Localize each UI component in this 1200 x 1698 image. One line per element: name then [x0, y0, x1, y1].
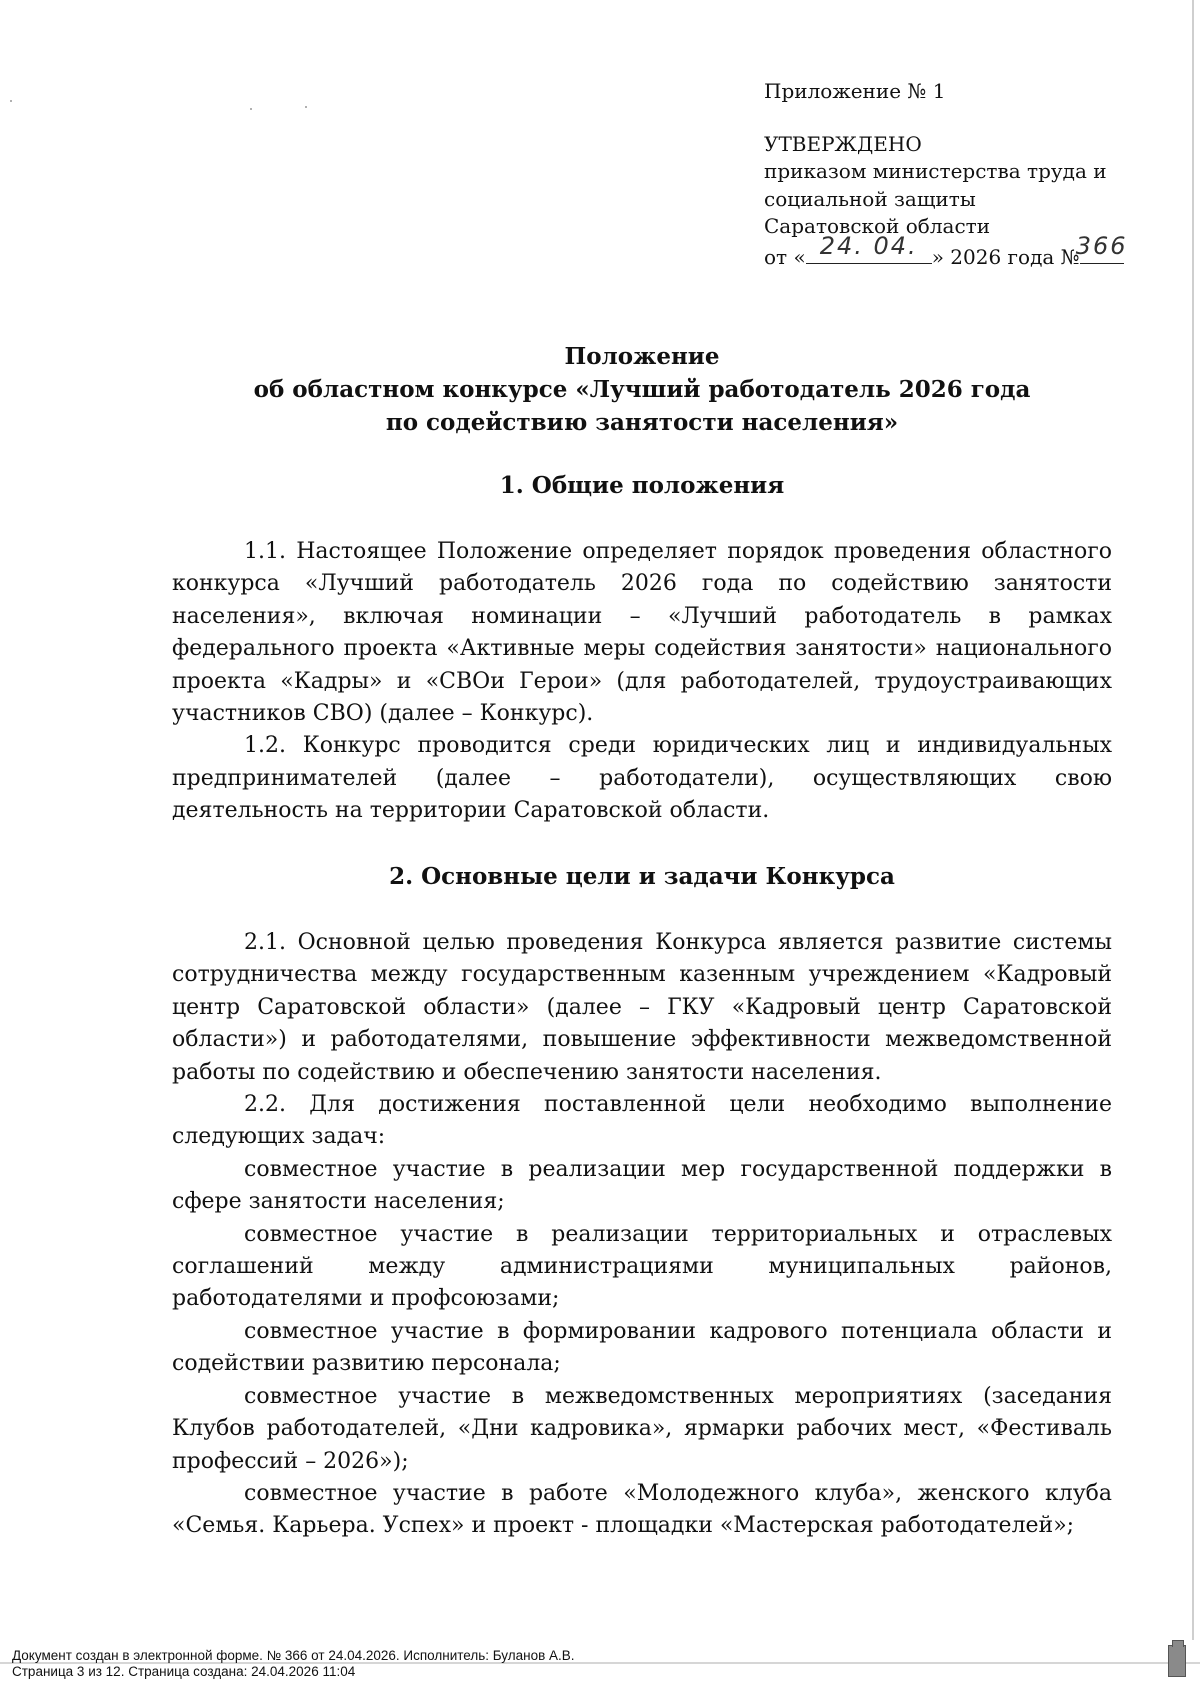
section-2-body	[172, 927, 1112, 1543]
date-blank	[806, 231, 932, 264]
date-suffix: » 2026 года №	[931, 244, 1080, 269]
task-item: совместное участие в реализации территориальных и отраслевых соглашений между администрациями муниципальных районов, работодателями и профсоюзами;	[172, 1221, 1112, 1312]
date-prefix: от «	[764, 244, 806, 269]
approval-block	[764, 78, 1144, 271]
task-item: совместное участие в работе «Молодежного клуба», женского клуба «Семья. Карьера. Успех» и проект - площадки «Мастерская работодателей»;	[172, 1480, 1112, 1539]
scan-edge-right	[1192, 0, 1194, 1640]
scan-speck	[250, 108, 252, 110]
footer-line-1: Документ создан в электронной форме. № 366 от 24.04.2026. Исполнитель: Буланов А.В.	[12, 1648, 575, 1663]
approved-label: УТВЕРЖДЕНО	[764, 131, 922, 156]
handwritten-date: 24. 04.	[819, 231, 918, 260]
footer-line-2: Страница 3 из 12. Страница создана: 24.04.2026 11:04	[12, 1664, 356, 1679]
section-1-heading: 1. Общие положения	[499, 472, 785, 499]
paragraph-1-2: 1.2. Конкурс проводится среди юридических лиц и индивидуальных предпринимателей (далее – работодатели), осуществляющих свою деятельность на территории Саратовской области.	[172, 733, 1112, 824]
approval-line-1: приказом министерства труда и	[764, 159, 1107, 183]
annex-label: Приложение № 1	[764, 79, 946, 103]
approval-line-2: социальной защиты	[764, 186, 976, 211]
title-line-1: Положение	[564, 343, 720, 370]
paragraph-2-2: 2.2. Для достижения поставленной цели необходимо выполнение следующих задач:	[172, 1092, 1112, 1150]
scan-speck	[305, 106, 307, 108]
paragraph-2-1: 2.1. Основной целью проведения Конкурса является развитие системы сотрудничества между государственным казенным учреждением «Кадровый центр Саратовской области» (далее – ГКУ «Кадровый центр Саратовской области») и работодателями, повышение эффективности межведомственной работы по содействию и обеспечению занятости населения.	[172, 930, 1112, 1085]
task-item: совместное участие в формировании кадрового потенциала области и содействии развитию персонала;	[172, 1318, 1112, 1377]
document-footer	[12, 1648, 1112, 1680]
section-1-body	[172, 536, 1112, 828]
title-line-2: об областном конкурсе «Лучший работодатель 2026 года	[253, 376, 1031, 403]
coat-of-arms-icon	[1168, 1645, 1186, 1677]
title-line-3: по содействию занятости населения»	[385, 409, 899, 436]
approval-line-3: Саратовской области	[764, 214, 991, 238]
number-blank	[1075, 231, 1128, 264]
scan-speck	[10, 100, 12, 102]
task-item: совместное участие в реализации мер государственной поддержки в сфере занятости населения;	[172, 1156, 1112, 1215]
handwritten-number: 366	[1075, 231, 1128, 260]
section-2-heading: 2. Основные цели и задачи Конкурса	[389, 863, 895, 890]
document-title	[172, 340, 1112, 439]
task-item: совместное участие в межведомственных мероприятиях (заседания Клубов работодателей, «Дни кадровика», ярмарки рабочих мест, «Фестиваль профессий – 2026»);	[172, 1383, 1112, 1474]
paragraph-1-1: 1.1. Настоящее Положение определяет порядок проведения областного конкурса «Лучший работодатель 2026 года по содействию занятости населения», включая номинации – «Лучший работодатель в рамках федерального проекта «Активные меры содействия занятости» национального проекта «Кадры» и «СВОи Герои» (для работодателей, трудоустраивающих участников СВО) (далее – Конкурс).	[172, 539, 1112, 727]
order-date-line	[764, 231, 1144, 272]
